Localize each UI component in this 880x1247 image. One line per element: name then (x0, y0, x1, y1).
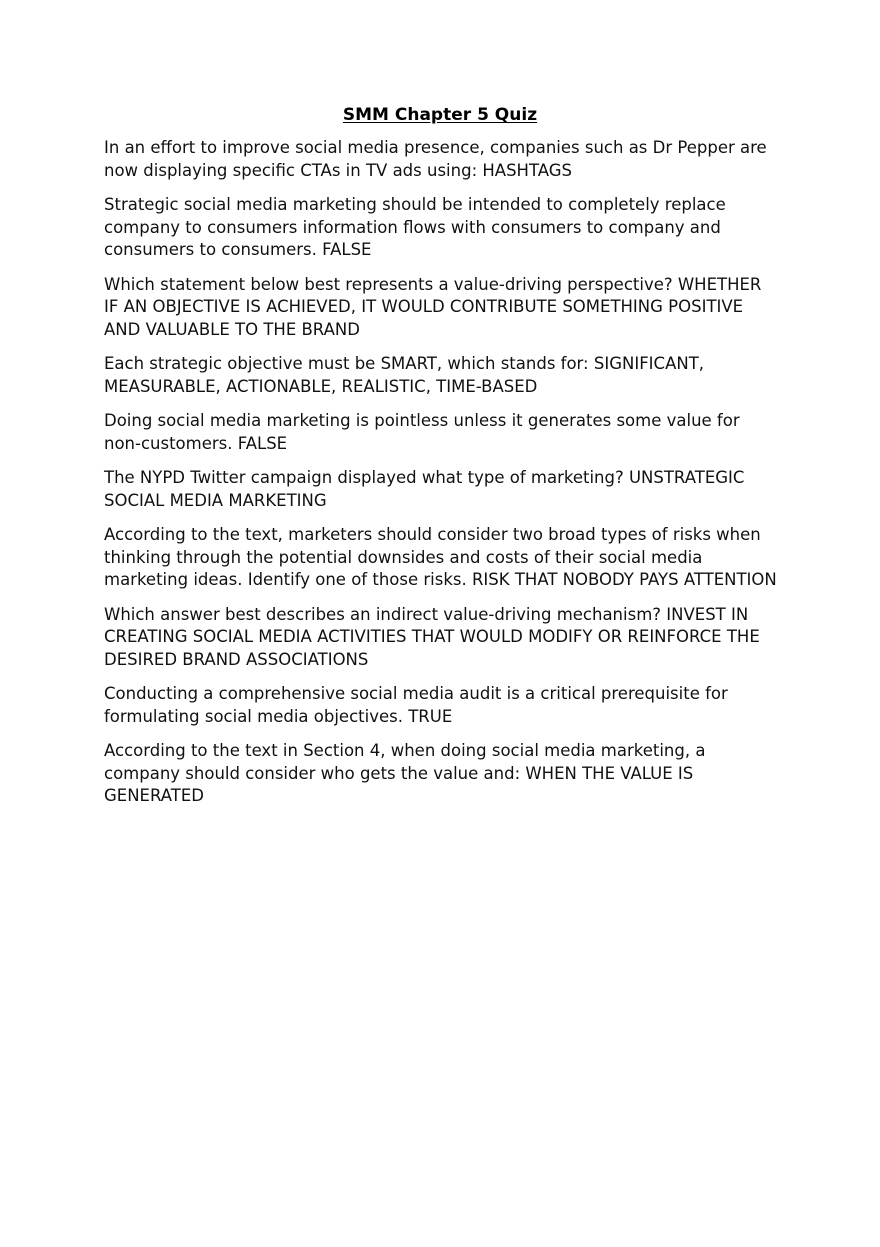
quiz-item-10: According to the text in Section 4, when doing social media marketing, a company should consider who gets the value and: WHEN THE VALUE IS GENERATED (104, 741, 706, 805)
quiz-item-3: Which statement below best represents a value-driving perspective? WHETHER IF AN OBJECTIVE IS ACHIEVED, IT WOULD CONTRIBUTE SOMETHING POSITIVE AND VALUABLE TO THE BRAND (104, 274, 762, 339)
quiz-item-9: Conducting a comprehensive social media audit is a critical prerequisite for formulating social media objectives. TRUE (104, 684, 728, 726)
quiz-item-6: The NYPD Twitter campaign displayed what type of marketing? UNSTRATEGIC SOCIAL MEDIA MARKETING (104, 468, 745, 510)
quiz-item-4: Each strategic objective must be SMART, which stands for: SIGNIFICANT, MEASURABLE, ACTIONABLE, REALISTIC, TIME-BASED (104, 354, 705, 396)
quiz-item-5: Doing social media marketing is pointless unless it generates some value for non-customers. FALSE (104, 411, 740, 453)
quiz-item-8: Which answer best describes an indirect value-driving mechanism? INVEST IN CREATING SOCIAL MEDIA ACTIVITIES THAT WOULD MODIFY OR REINFORCE THE DESIRED BRAND ASSOCIATIONS (104, 604, 760, 669)
quiz-items (0, 137, 880, 820)
quiz-item-1: In an effort to improve social media presence, companies such as Dr Pepper are now displaying specific CTAs in TV ads using: HASHTAGS (104, 138, 767, 180)
page-title: SMM Chapter 5 Quiz (342, 105, 538, 125)
quiz-item-2: Strategic social media marketing should be intended to completely replace company to consumers information flows with consumers to company and consumers to consumers. FALSE (104, 195, 726, 259)
quiz-item-7: According to the text, marketers should consider two broad types of risks when thinking through the potential downsides and costs of their social media marketing ideas. Identify one of those risks. RISK THAT NOBODY PAYS ATTENTION (104, 525, 777, 589)
